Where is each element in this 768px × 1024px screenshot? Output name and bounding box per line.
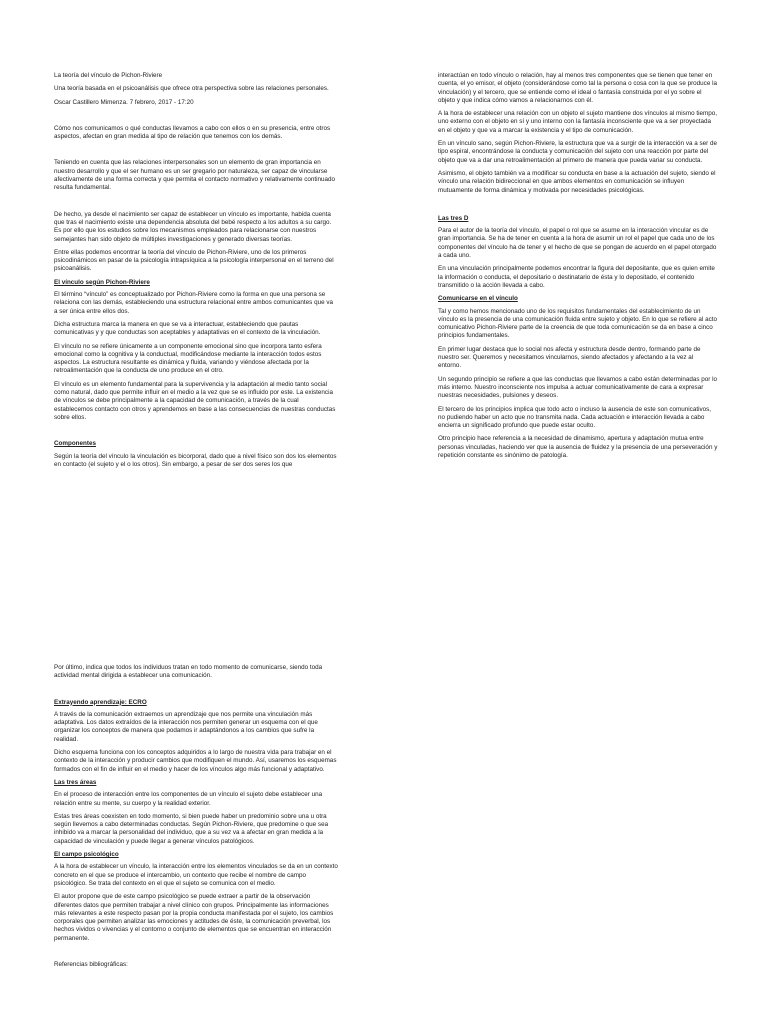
paragraph: El tercero de los principios implica que todo acto o incluso la ausencia de este son comunicativos, no pudiendo haber un acto que no transmita nada. Cada actuación e interacción llevada a cabo encierra un significado profundo que puede estar oculto. — [438, 405, 712, 430]
article-title: La teoría del vínculo de Pichon-Riviere — [54, 72, 163, 79]
section-heading: El vínculo según Pichon-Riviere — [54, 278, 150, 286]
paragraph: A la hora de establecer un vínculo, la interacción entre los elementos vinculados se da en un contexto concreto en el que se produce el intercambio, un contexto que recibe el nombre de campo psicológico. Se trata del contexto en el que el sujeto se comunica con el medio. — [54, 863, 338, 887]
right-column — [438, 72, 718, 465]
paragraph: Teniendo en cuenta que las relaciones interpersonales son un elemento de gran importancia en nuestro desarrollo y que el ser humano es un ser gregario por naturaleza, ser capaz de vincularse afectivamente de una forma correcta y que permita el contacto normativo y relativamente continuado resulta fundamental. — [54, 159, 336, 192]
paragraph: Para el autor de la teoría del vínculo, el papel o rol que se asume en la interacción vincular es de gran importancia. Se ha de tener en cuenta a la hora de asumir un rol el papel que cada uno de los componentes del vínculo ha de tener y el hecho de que se pongan de acuerdo en el papel otorgado a cada uno. — [438, 227, 717, 260]
paragraph: En un vínculo sano, según Pichon-Riviere, la estructura que va a surgir de la interacción va a ser de tipo espiral, encontrándose la conducta y comunicación del sujeto con una reacción por parte del objeto que va a dar una retroalimentación al primero de manera que pueda variar su conducta. — [438, 140, 717, 164]
section-heading: Componentes — [54, 440, 96, 448]
section-heading: Las tres áreas — [54, 778, 97, 786]
paragraph: Dicho esquema funciona con los conceptos adquiridos a lo largo de nuestra vida para trabajar en el contexto de la interacción y producir cambios que modifiquen el mundo. Así, usaremos los esquemas formados con el fin de influir en el medio y hacer de los vínculos algo más funcional y adaptativo. — [54, 749, 337, 773]
paragraph: Cómo nos comunicamos o qué conductas llevamos a cabo con ellos o en su presencia, entre otros aspectos, afectan en gran medida al tipo de relación que tenemos con los demás. — [54, 124, 331, 141]
paragraph: Un segundo principio se refiere a que las conductas que llevamos a cabo están determinadas por lo más interno. Nuestro inconsciente nos impulsa a actuar comunicativamente de cara a expresar nuestras necesidades, pulsiones y deseos. — [438, 375, 717, 400]
left-column-bottom — [54, 664, 338, 974]
paragraph: El autor propone que de este campo psicológico se puede extraer a partir de la observación diferentes datos que permiten trabajar a nivel clínico con grupos. Principalmente las informaciones más relevantes a este respecto pasan por la propia conducta manifestada por el sujeto, los cambios corporales que permiten analizar las emociones y actitudes de éste, la comunicación preverbal, los hechos vividos o vivencias y el contorno o conjunto de elementos que se encuentran en interacción permanente. — [54, 893, 334, 942]
paragraph: El vínculo no se refiere únicamente a un componente emocional sino que incorpora tanto esfera emocional como la cognitiva y la conductual, modificándose mediante la interacción todos estos aspectos. La estructura resultante es dinámica y fluida, variando y viéndose afectada por la retroalimentación que la conducta de uno produce en el otro. — [54, 342, 322, 375]
paragraph: Estas tres áreas coexisten en todo momento, si bien puede haber un predominio sobre una u otra según llevemos a cabo determinadas conductas. Según Pichon-Riviere, que predomine o que sea inhibido va a marcar la personalidad del individuo, que a su vez va a afectar en gran medida a la capacidad de vinculación y puede llegar a generar vínculos patológicos. — [54, 812, 329, 845]
paragraph: En una vinculación principalmente podemos encontrar la figura del depositante, que es quien emite la información o conducta, el depositario o destinatario de ésta y lo depositado, el contenido transmitido o la acción llevada a cabo. — [438, 265, 715, 289]
paragraph: Dicha estructura marca la manera en que se va a interactuar, estableciendo que pautas comunicativas y y que conductas son aceptables y adaptativas en el contexto de la vinculación. — [54, 320, 321, 337]
article-subtitle: Una teoría basada en el psicoanálisis que ofrece otra perspectiva sobre las relaciones personales. — [54, 85, 329, 93]
paragraph: El vínculo es un elemento fundamental para la supervivencia y la adaptación al medio tanto social como natural, dado que permite influir en el medio a la vez que se es influido por este. La existencia de vínculos se debe principalmente a la capacidad de comunicación, a través de la cual establecemos contacto con otros y aprendemos en base a las consecuencias de nuestras conductas sobre ellos. — [54, 380, 336, 421]
section-heading: El campo psicológico — [54, 851, 119, 859]
paragraph: En el proceso de interacción entre los componentes de un vínculo el sujeto debe establecer una relación entre su mente, su cuerpo y la realidad exterior. — [54, 791, 323, 807]
section-heading: Las tres D — [438, 214, 469, 222]
left-column-top — [54, 72, 338, 474]
paragraph: Asimismo, el objeto también va a modificar su conducta en base a la actuación del sujeto, siendo el vínculo una relación bidireccional en que ambos elementos en comunicación se influyen mutuamente de forma dinámica y motivada por necesidades psicológicas. — [438, 169, 716, 194]
paragraph: Entre ellas podemos encontrar la teoría del vínculo de Pichon-Riviere, uno de los primeros psicodinámicos en pasar de la psicología intrapsíquica a la psicología interpersonal en el terreno del psicoanálisis. — [54, 248, 334, 273]
paragraph: El término “vínculo” es conceptualizado por Pichon-Riviere como la forma en que una persona se relaciona con las demás, estableciendo una estructura relacional entre ambos comunicantes que va a ser única entre ellos dos. — [54, 291, 333, 315]
paragraph: A través de la comunicación extraemos un aprendizaje que nos permite una vinculación más adaptativa. Los datos extraídos de la interacción nos permiten generar un esquema con el que organizar los conceptos de manera que podamos ir adaptándonos a los cambios que sufre la realidad. — [54, 710, 318, 743]
paragraph: Según la teoría del vínculo la vinculación es bicorporal, dado que a nivel físico son dos los elementos en contacto (el sujeto y el o los otros). Sin embargo, a pesar de ser dos seres los que — [54, 452, 337, 468]
paragraph: Tal y como hemos mencionado uno de los requisitos fundamentales del establecimiento de un vínculo es la presencia de una comunicación fluida entre sujeto y objeto. En lo que se refiere al acto comunicativo Pichon-Riviere parte de la creencia de que toda comunicación se da en base a cinco principios fundamentales. — [438, 307, 717, 340]
section-heading: Extrayendo aprendizaje: ECRO — [54, 698, 147, 706]
paragraph: De hecho, ya desde el nacimiento ser capaz de establecer un vínculo es importante, habida cuenta que tras el nacimiento existe una dependencia absoluta del bebé respecto a los adultos a su cargo. Es por ello que los estudios sobre los mecanismos empleados para relacionarse con nuestros semejantes han sido objeto de múltiples investigaciones y generado diversas teorías. — [54, 210, 332, 243]
paragraph: En primer lugar destaca que lo social nos afecta y estructura desde dentro, formando parte de nuestro ser. Queremos y necesitamos vincularnos, siendo afectados y afectando a la vez al entorno. — [438, 345, 701, 370]
paragraph: A la hora de establecer una relación con un objeto el sujeto mantiene dos vínculos al mismo tiempo, uno externo con el objeto en sí y uno interno con la fantasía inconsciente que va a ser proyectada en el objeto y que va a marcar la existencia y el tipo de comunicación. — [438, 110, 717, 134]
paragraph: Por último, indica que todos los individuos tratan en todo momento de comunicarse, siendo toda actividad mental dirigida a establecer una comunicación. — [54, 664, 323, 680]
section-heading: Comunicarse en el vínculo — [438, 295, 518, 303]
paragraph: interactúan en todo vínculo o relación, hay al menos tres componentes que se tienen que tener en cuenta, el yo emisor, el objeto (considerándose como tal la persona o cosa con la que se produce la vinculación) y el tercero, que se entiende como el ideal o fantasía construida por el yo sobre el objeto y que indica cómo vamos a relacionarnos con él. — [438, 72, 717, 104]
paragraph: Otro principio hace referencia a la necesidad de dinamismo, apertura y adaptación mutua entre personas vinculadas, haciendo ver que la ausencia de fluidez y la presencia de una perseveración y repetición constante es sinónimo de patología. — [438, 435, 718, 459]
article-byline: Oscar Castillero Mimenza. 7 febrero, 2017 - 17:20 — [54, 98, 194, 106]
references-label: Referencias bibliográficas: — [54, 961, 128, 969]
